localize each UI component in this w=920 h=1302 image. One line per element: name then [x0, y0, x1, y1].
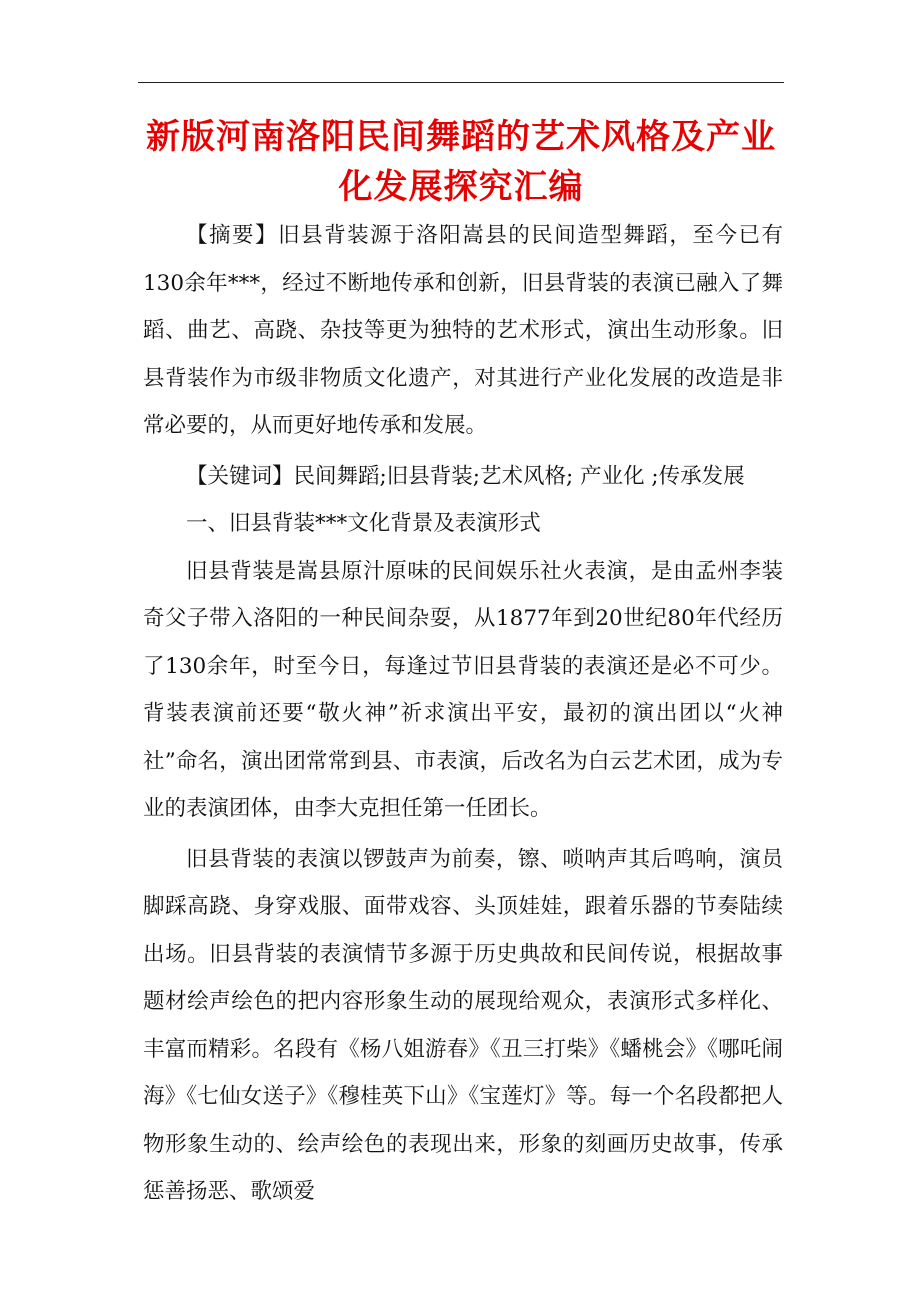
header-rule	[138, 82, 784, 83]
section-heading: 一、旧县背装***文化背景及表演形式	[186, 511, 541, 536]
title-line-1: 新版河南洛阳民间舞蹈的艺术风格及产业	[146, 117, 776, 157]
document-title	[138, 112, 784, 212]
title-line-2: 化发展探究汇编	[338, 167, 584, 207]
body-paragraph-1: 旧县背装是嵩县原汁原味的民间娱乐社火表演，是由孟州李装奇父子带入洛阳的一种民间杂耍，从1877年到20世纪80年代经历了130余年，时至今日，每逢过节旧县背装的表演还是必不可少。背装表演前还要“敬火神”祈求演出平安，最初的演出团以“火神社”命名，演出团常常到县、市表演，后改名为白云艺术团，成为专业的表演团体，由李大克担任第一任团长。	[143, 558, 783, 821]
body-paragraph-2: 旧县背装的表演以锣鼓声为前奏，镲、唢呐声其后鸣响，演员脚踩高跷、身穿戏服、面带戏容、头顶娃娃，跟着乐器的节奏陆续出场。旧县背装的表演情节多源于历史典故和民间传说，根据故事题材绘声绘色的把内容形象生动的展现给观众，表演形式多样化、丰富而精彩。名段有《杨八姐游春》《丑三打柴》《蟠桃会》《哪吒闹海》《七仙女送子》《穆桂英下山》《宝莲灯》等。每一个名段都把人物形象生动的、绘声绘色的表现出来，形象的刻画历史故事，传承惩善扬恶、歌颂爱	[143, 846, 783, 1204]
keywords-paragraph: 【关键词】民间舞蹈;旧县背装;艺术风格; 产业化 ;传承发展	[186, 463, 745, 489]
document-body	[143, 212, 783, 1216]
abstract-paragraph: 【摘要】旧县背装源于洛阳嵩县的民间造型舞蹈，至今已有130余年***，经过不断地传承和创新，旧县背装的表演已融入了舞蹈、曲艺、高跷、杂技等更为独特的艺术形式，演出生动形象。旧县背装作为市级非物质文化遗产，对其进行产业化发展的改造是非常必要的，从而更好地传承和发展。	[143, 223, 783, 438]
